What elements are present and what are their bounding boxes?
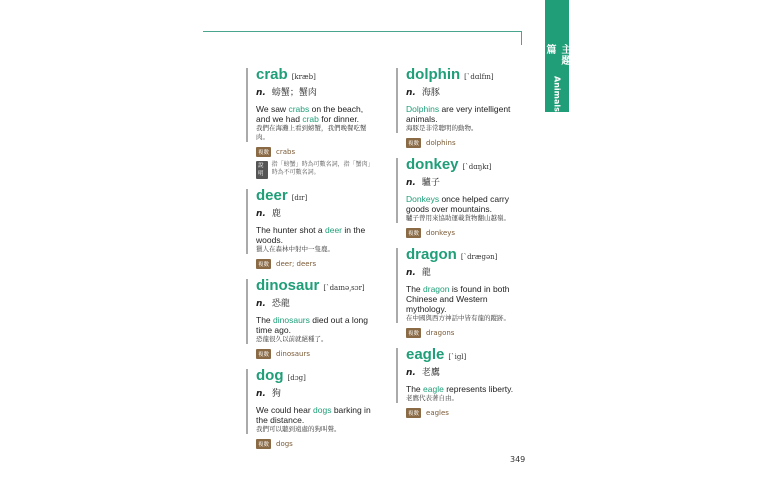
example-keyword: dragon <box>423 284 450 294</box>
example-translation: 驢子曾用來協助運載貨物翻山越嶺。 <box>406 214 510 222</box>
chinese-definition: 螃蟹；蟹肉 <box>271 88 317 98</box>
entry-head <box>406 66 530 83</box>
example-sentence <box>256 225 376 245</box>
headword: crab <box>256 66 288 83</box>
plural-tag: 複數 <box>256 147 271 157</box>
example-sentence <box>406 284 530 314</box>
example-text: The <box>256 315 274 325</box>
definition-line <box>256 296 376 309</box>
example-translation: 老鷹代表著自由。 <box>406 394 458 402</box>
part-of-speech: n. <box>406 268 416 278</box>
pronunciation: [dɔg] <box>287 374 306 382</box>
left-column <box>246 66 376 457</box>
plural-tag: 複數 <box>406 228 421 238</box>
part-of-speech: n. <box>256 209 266 219</box>
example-translation: 我們可以聽到遠處的狗叫聲。 <box>256 425 341 433</box>
headword: dolphin <box>406 66 461 83</box>
entry-head <box>406 346 530 363</box>
page-number: 349 <box>510 455 526 464</box>
entry-head <box>406 246 530 263</box>
definition-line <box>256 206 376 219</box>
example-translation: 我們在海灘上看到螃蟹，我們晚餐吃蟹肉。 <box>256 124 367 141</box>
example-sentence <box>406 194 530 214</box>
example-sentence <box>406 384 530 394</box>
dictionary-entry <box>396 156 530 238</box>
headword: deer <box>256 187 288 204</box>
dictionary-entry <box>246 66 376 179</box>
example-text: once helped carry goods over mountains. <box>406 194 510 214</box>
entry-head <box>406 156 530 173</box>
plural-line <box>256 147 376 157</box>
example-text: died out a long time ago. <box>256 315 369 335</box>
pronunciation: [kræb] <box>291 73 316 81</box>
dictionary-entry <box>246 187 376 269</box>
pronunciation: [ˋdaɪnə͵sɔr] <box>323 284 365 292</box>
example-sentence <box>256 315 376 335</box>
plural-tag: 複數 <box>406 408 421 418</box>
chinese-definition: 龍 <box>421 268 431 278</box>
entry-head <box>256 367 376 384</box>
example-sentence <box>406 104 530 124</box>
plural-line <box>406 228 530 238</box>
note-tag: 說明 <box>256 161 268 179</box>
definition-line <box>406 365 530 378</box>
example-text: The <box>406 384 424 394</box>
entry-bar <box>246 369 248 434</box>
example-keyword: Donkeys <box>406 194 440 204</box>
example-text: The <box>406 284 424 294</box>
plural-form: dolphins <box>426 139 456 147</box>
section-tab-title: 主題篇 <box>544 44 570 66</box>
example-keyword: dogs <box>313 405 332 415</box>
example-text: are very intelligent animals. <box>406 104 511 124</box>
right-column <box>396 66 530 426</box>
plural-line <box>406 408 530 418</box>
example-text: for dinner. <box>318 114 360 124</box>
header-rule-tick <box>521 31 522 45</box>
definition-line <box>406 175 530 188</box>
headword: dragon <box>406 246 457 263</box>
part-of-speech: n. <box>256 299 266 309</box>
part-of-speech: n. <box>406 368 416 378</box>
dictionary-entry <box>246 367 376 449</box>
example-translation: 獵人在森林中射中一隻鹿。 <box>256 245 334 253</box>
entry-head <box>256 66 376 83</box>
chinese-definition: 海豚 <box>421 88 440 98</box>
entry-bar <box>396 68 398 133</box>
example-text: in the woods. <box>256 225 366 245</box>
plural-form: dinosaurs <box>276 350 311 358</box>
headword: donkey <box>406 156 459 173</box>
example-translation: 海豚是非常聰明的動物。 <box>406 124 478 132</box>
headword: dinosaur <box>256 277 320 294</box>
pronunciation: [ˋdɑlfɪn] <box>464 73 494 81</box>
entry-bar <box>246 189 248 254</box>
plural-line <box>256 349 376 359</box>
plural-form: dragons <box>426 329 455 337</box>
example-keyword: deer <box>325 225 343 235</box>
example-keyword: eagle <box>423 384 444 394</box>
plural-tag: 複數 <box>256 439 271 449</box>
example-keyword: crabs <box>288 104 310 114</box>
plural-tag: 複數 <box>256 259 271 269</box>
example-text: is found in both Chinese and Western mythology. <box>406 284 510 314</box>
plural-form: deer; deers <box>276 260 317 268</box>
note-text: 指「螃蟹」時為可數名詞，指「蟹肉」時為不可數名詞。 <box>271 161 374 176</box>
dictionary-entry <box>396 66 530 148</box>
plural-line <box>406 138 530 148</box>
chinese-definition: 恐龍 <box>271 299 290 309</box>
example-keyword: Dolphins <box>406 104 440 114</box>
part-of-speech: n. <box>406 88 416 98</box>
part-of-speech: n. <box>256 389 266 399</box>
example-keyword: crab <box>302 114 319 124</box>
pronunciation: [dɪr] <box>291 194 308 202</box>
plural-line <box>256 439 376 449</box>
definition-line <box>256 386 376 399</box>
plural-line <box>406 328 530 338</box>
entry-bar <box>396 348 398 403</box>
entry-bar <box>246 68 248 142</box>
example-keyword: dinosaurs <box>273 315 310 325</box>
plural-form: eagles <box>426 409 449 417</box>
entry-bar <box>396 248 398 323</box>
definition-line <box>256 85 376 98</box>
example-translation: 恐龍很久以前就絕種了。 <box>256 335 328 343</box>
plural-tag: 複數 <box>406 328 421 338</box>
entry-bar <box>396 158 398 223</box>
definition-line <box>406 85 530 98</box>
plural-form: donkeys <box>426 229 456 237</box>
plural-tag: 複數 <box>256 349 271 359</box>
entry-head <box>256 187 376 204</box>
pronunciation: [ˋdrægən] <box>460 253 498 261</box>
dictionary-entry <box>396 246 530 338</box>
usage-note <box>256 161 376 179</box>
section-tab-subtitle: Animals <box>552 76 562 112</box>
example-text: We could hear <box>256 405 314 415</box>
header-rule <box>203 31 521 32</box>
pronunciation: [ˋigl] <box>448 353 467 361</box>
example-translation: 在中國與西方神話中皆有龍的蹤跡。 <box>406 314 510 322</box>
example-text: We saw <box>256 104 289 114</box>
chinese-definition: 狗 <box>271 389 281 399</box>
definition-line <box>406 265 530 278</box>
chinese-definition: 驢子 <box>421 178 440 188</box>
entry-head <box>256 277 376 294</box>
chinese-definition: 鹿 <box>271 209 281 219</box>
example-text: on the beach, and we had <box>256 104 364 124</box>
headword: dog <box>256 367 284 384</box>
entry-bar <box>246 279 248 344</box>
dictionary-entry <box>246 277 376 359</box>
section-tab <box>545 0 569 112</box>
plural-form: dogs <box>276 440 293 448</box>
pronunciation: [ˋdɑŋkɪ] <box>462 163 492 171</box>
example-text: represents liberty. <box>443 384 514 394</box>
example-sentence <box>256 405 376 425</box>
example-text: The hunter shot a <box>256 225 325 235</box>
plural-form: crabs <box>276 148 296 156</box>
plural-line <box>256 259 376 269</box>
chinese-definition: 老鷹 <box>421 368 440 378</box>
part-of-speech: n. <box>256 88 266 98</box>
example-sentence <box>256 104 376 124</box>
part-of-speech: n. <box>406 178 416 188</box>
plural-tag: 複數 <box>406 138 421 148</box>
dictionary-entry <box>396 346 530 418</box>
headword: eagle <box>406 346 445 363</box>
example-text: barking in the distance. <box>256 405 371 425</box>
